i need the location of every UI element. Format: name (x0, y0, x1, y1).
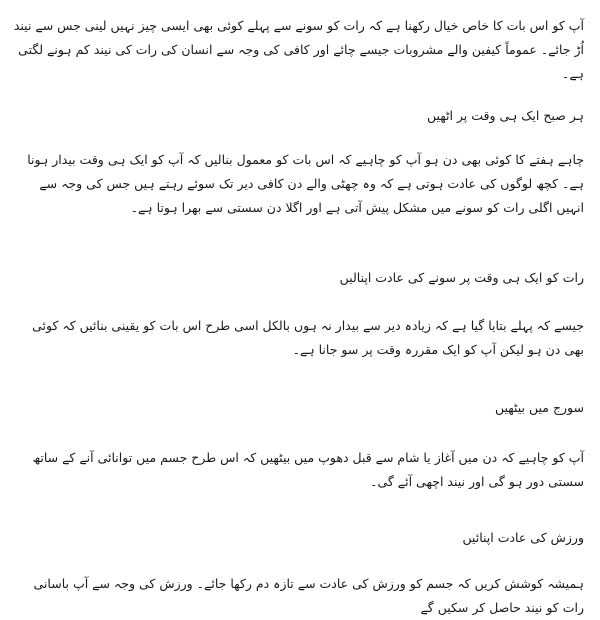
heading-wake-same-time: ہر صبح ایک ہی وقت پر اٹھیں (426, 108, 584, 123)
paragraph-wake-same-time: چاہے ہفتے کا کوئی بھی دن ہو آپ کو چاہیے کہ اس بات کو معمول بنالیں کہ آپ کو ایک ہی وقت بیدار ہونا ہے۔ کچھ لوگوں کی عادت ہوتی ہے کہ وہ چھٹی والے دن کافی دیر تک سوئے رہتے ہیں جس کی وجہ سے انہیں اگلی رات کو سونے میں مشکل پیش آتی ہے اور اگلا دن سستی سے بھرا ہوتا ہے۔ (27, 152, 584, 215)
paragraph-sit-in-sun: آپ کو چاہیے کہ دن میں آغاز یا شام سے قبل دھوپ میں بیٹھیں کہ اس طرح جسم میں توانائی آنے کے ساتھ سستی دور ہو گی اور نیند اچھی آئے گی۔ (32, 450, 584, 489)
article-body (12, 0, 584, 615)
heading-sleep-same-time: رات کو ایک ہی وقت پر سونے کی عادت اپنالیں (339, 270, 584, 285)
paragraph-caffeine: آپ کو اس بات کا خاص خیال رکھنا ہے کہ رات کو سونے سے پہلے کوئی بھی ایسی چیز نہیں لینی جس سے نیند اُڑ جائے۔ عموماً کیفین والے مشروبات جیسے چائے اور کافی کی وجہ سے انسان کی رات کی نیند کم ہونے لگتی ہے۔ (13, 18, 584, 81)
heading-sit-in-sun: سورج میں بیٹھیں (494, 400, 584, 415)
heading-exercise: ورزش کی عادت اپنائیں (462, 530, 584, 545)
paragraph-exercise: ہمیشہ کوشش کریں کہ جسم کو ورزش کی عادت سے تازہ دم رکھا جائے۔ ورزش کی وجہ سے آپ باسانی رات کو نیند حاصل کر سکیں گے (33, 576, 584, 615)
paragraph-sleep-same-time: جیسے کہ پہلے بتایا گیا ہے کہ زیادہ دیر سے بیدار نہ ہوں بالکل اسی طرح اس بات کو یقینی بنائیں کہ کوئی بھی دن ہو لیکن آپ کو ایک مقررہ وقت پر سو جانا ہے۔ (32, 318, 584, 357)
